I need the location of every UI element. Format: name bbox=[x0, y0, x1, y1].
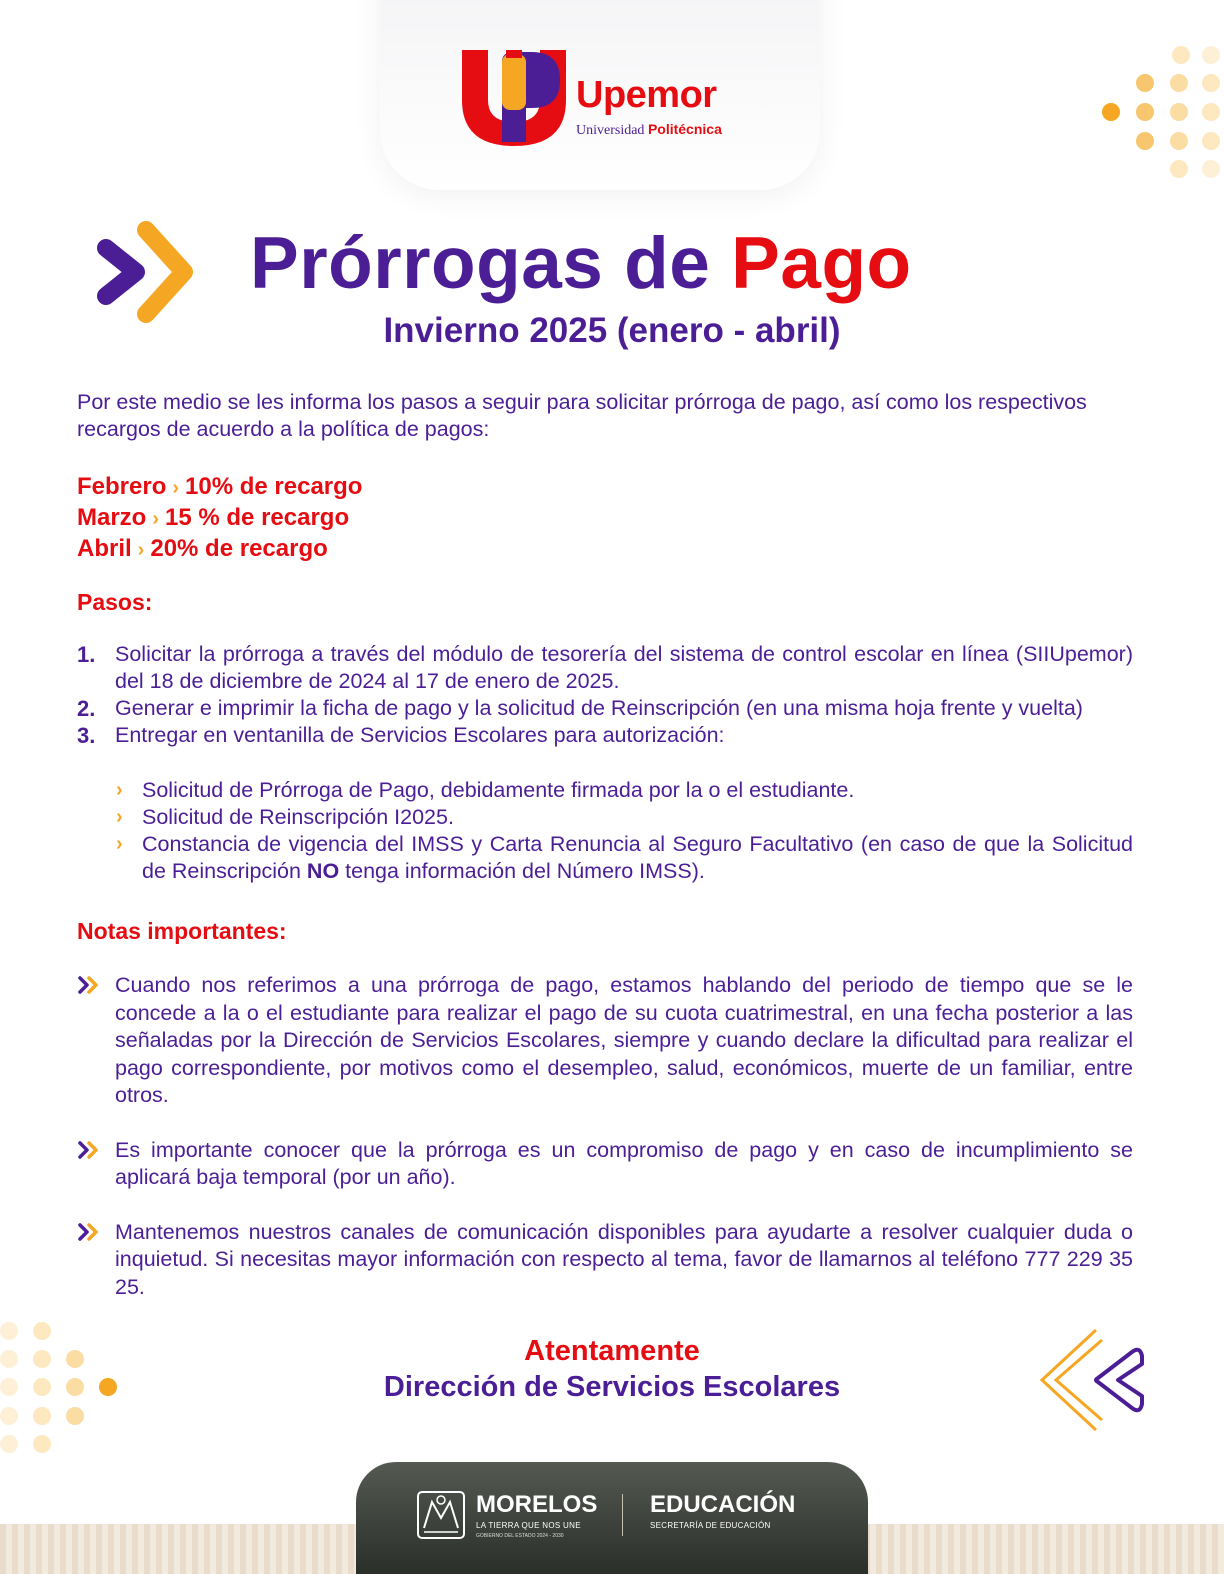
morelos-seal-icon bbox=[414, 1488, 468, 1542]
surcharge-list bbox=[77, 472, 362, 565]
surcharge-row: Marzo › 15 % de recargo bbox=[77, 504, 350, 531]
requirements-list bbox=[116, 777, 1133, 885]
chevron-right-icon: › bbox=[172, 477, 180, 499]
double-chevron-icon bbox=[77, 1222, 101, 1242]
requirement-item: › Constancia de vigencia del IMSS y Carta Renuncia al Seguro Facultativo (en caso de que la Solicitud de Reinscripción NO tenga información del Número IMSS). bbox=[116, 832, 1133, 883]
chevron-right-icon: › bbox=[137, 539, 145, 561]
footer-morelos: MORELOS bbox=[476, 1491, 598, 1518]
chevron-right-icon: › bbox=[116, 806, 123, 828]
note-item: Mantenemos nuestros canales de comunicación disponibles para ayudarte a resolver cualquier duda o inquietud. Si necesitas mayor información con respecto al tema, favor de llamarnos al teléfono 777 229 35 25. bbox=[77, 1219, 1133, 1302]
upemor-logo-icon bbox=[462, 50, 566, 146]
requirement-item: › Solicitud de Prórroga de Pago, debidamente firmada por la o el estudiante. bbox=[116, 778, 855, 802]
footer-divider bbox=[622, 1494, 623, 1536]
step-item: 3. Entregar en ventanilla de Servicios Escolares para autorización: bbox=[77, 723, 725, 748]
double-chevron-icon bbox=[96, 218, 200, 326]
chevron-right-icon: › bbox=[152, 508, 160, 530]
steps-list bbox=[77, 641, 1133, 749]
steps-heading: Pasos: bbox=[77, 589, 153, 615]
note-item: Es importante conocer que la prórroga es un compromiso de pago y en caso de incumplimiento se aplicará baja temporal (por un año). bbox=[77, 1137, 1133, 1192]
note-item: Cuando nos referimos a una prórroga de pago, estamos hablando del periodo de tiempo que se le concede a la o el estudiante para realizar el pago de su cuota cuatrimestral, en una fecha posterior a las señaladas por la Dirección de Servicios Escolares, siempre y cuando declare la dificultad para realizar el pago correspondiente, por motivos como el desempleo, salud, económicos, muerte de un familiar, entre otros. bbox=[77, 972, 1133, 1110]
double-chevron-left-outline-icon bbox=[1036, 1324, 1146, 1436]
footer-education-sub: SECRETARÍA DE EDUCACIÓN bbox=[650, 1521, 771, 1530]
footer-education: EDUCACIÓN bbox=[650, 1491, 796, 1518]
page-title: Prórrogas de Pago bbox=[250, 223, 912, 304]
notes-list bbox=[77, 972, 1133, 1328]
step-item: 1. Solicitar la prórroga a través del módulo de tesorería del sistema de control escolar en línea (SIIUpemor) del 18 de diciembre de 2024 al 17 de enero de 2025. bbox=[77, 642, 1133, 693]
footer-morelos-tagline: LA TIERRA QUE NOS UNE bbox=[476, 1521, 581, 1530]
surcharge-row: Abril › 20% de recargo bbox=[77, 535, 328, 562]
chevron-right-icon: › bbox=[116, 779, 123, 801]
logo-subtitle: Universidad Politécnica bbox=[576, 121, 722, 138]
department-name: Dirección de Servicios Escolares bbox=[383, 1371, 841, 1403]
chevron-right-icon: › bbox=[116, 833, 123, 855]
logo-name: Upemor bbox=[576, 74, 717, 116]
step-item: 2. Generar e imprimir la ficha de pago y la solicitud de Reinscripción (en una misma hoja frente y vuelta) bbox=[77, 696, 1083, 721]
page-subtitle: Invierno 2025 (enero - abril) bbox=[383, 311, 841, 350]
double-chevron-icon bbox=[77, 1140, 101, 1160]
footer-morelos-government: GOBIERNO DEL ESTADO 2024 - 2030 bbox=[476, 1533, 564, 1539]
double-chevron-icon bbox=[77, 975, 101, 995]
notes-heading: Notas importantes: bbox=[77, 918, 287, 944]
intro-paragraph: Por este medio se les informa los pasos a seguir para solicitar prórroga de pago, así como los respectivos recargos de acuerdo a la política de pagos: bbox=[77, 390, 1087, 441]
closing-text: Atentamente bbox=[524, 1335, 700, 1367]
requirement-item: › Solicitud de Reinscripción I2025. bbox=[116, 805, 454, 829]
surcharge-row: Febrero › 10% de recargo bbox=[77, 473, 363, 500]
